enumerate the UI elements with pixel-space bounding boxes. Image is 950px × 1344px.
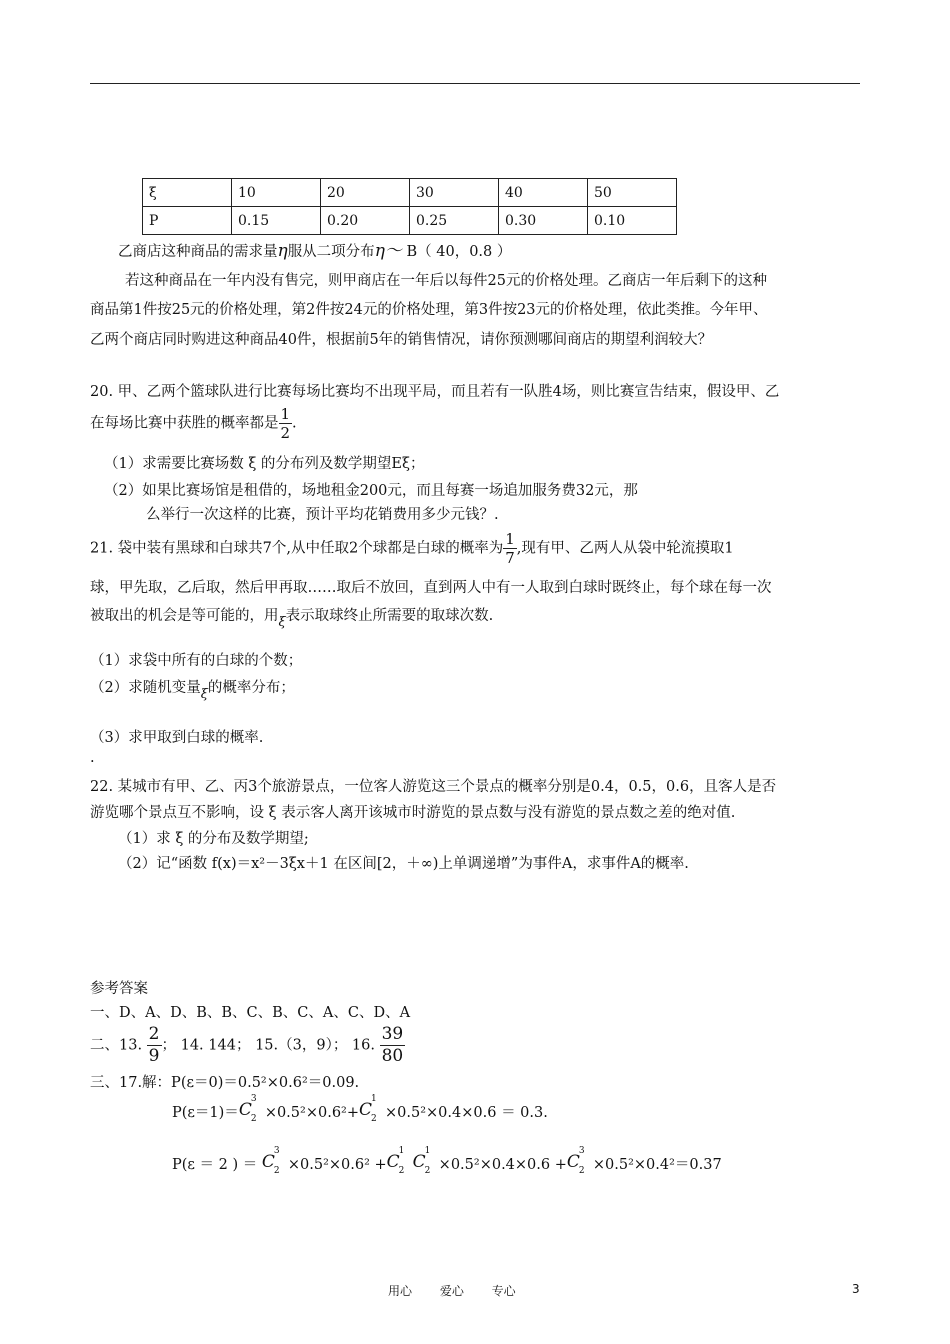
text: C <box>238 1100 252 1120</box>
distribution-table <box>142 178 677 235</box>
text: 服从二项分布 <box>287 244 375 260</box>
question-21-part2 <box>90 676 295 702</box>
xi-symbol: ξ <box>200 687 208 702</box>
fraction <box>147 1024 162 1067</box>
text: P(ε ＝ 2 ) ＝ <box>172 1157 258 1173</box>
text: 乙商店这种商品的需求量 <box>118 244 278 260</box>
question-21-line3 <box>90 604 494 630</box>
answer-p1-line <box>172 1094 548 1126</box>
text: ×0.5²×0.4²＝0.37 <box>592 1157 722 1173</box>
text: 2 <box>371 1114 377 1124</box>
text: C <box>412 1152 426 1172</box>
table-cell: 40 <box>499 179 588 207</box>
combination <box>412 1146 439 1178</box>
text: 1 <box>398 1146 405 1156</box>
fraction-denominator: 2 <box>280 424 291 442</box>
eta-symbol: η <box>277 241 288 261</box>
question-22-part1: （1）求 ξ 的分布及数学期望; <box>118 831 309 847</box>
question-20-part1: （1）求需要比赛场数 ξ 的分布列及数学期望Eξ； <box>104 456 425 472</box>
text: 二、13. <box>90 1037 143 1054</box>
text: 1 <box>371 1094 377 1104</box>
table-cell: 0.10 <box>588 207 677 235</box>
text: C <box>386 1152 400 1172</box>
combination <box>261 1146 288 1178</box>
paragraph-line: 若这种商品在一年内没有售完，则甲商店在一年后以每件25元的价格处理。乙商店一年后剩下的这种 <box>125 273 767 289</box>
text: P(ε＝1)＝ <box>172 1105 239 1121</box>
text: ,现有甲、乙两人从袋中轮流摸取1 <box>516 540 734 557</box>
question-20-part2: （2）如果比赛场馆是租借的，场地租金200元，而且每赛一场追加服务费32元，那 <box>104 483 638 499</box>
text: C <box>566 1152 580 1172</box>
text: 2 <box>578 1166 585 1176</box>
table-cell: 50 <box>588 179 677 207</box>
table-cell: 0.20 <box>321 207 410 235</box>
fraction-denominator: 7 <box>505 549 515 567</box>
text: 2 <box>398 1166 405 1176</box>
fraction-denominator: 9 <box>148 1046 160 1066</box>
table-cell: ξ <box>143 179 232 207</box>
text: 2 <box>273 1166 280 1176</box>
answers-section-2 <box>90 1024 405 1067</box>
table-cell: 30 <box>410 179 499 207</box>
fraction-numerator: 1 <box>505 530 515 548</box>
answers-section-1: 一、D、A、D、B、B、C、B、C、A、C、D、A <box>90 1005 411 1021</box>
table-cell: P <box>143 207 232 235</box>
text: ×0.5²×0.4×0.6 + <box>438 1157 567 1173</box>
xi-symbol: ξ <box>278 615 286 630</box>
question-21-part1: （1）求袋中所有的白球的个数； <box>90 653 303 669</box>
text: 2 <box>250 1114 257 1124</box>
table-cell: 10 <box>232 179 321 207</box>
question-21-part3: （3）求甲取到白球的概率. <box>90 730 264 746</box>
table-cell: 0.15 <box>232 207 321 235</box>
combination <box>566 1146 593 1178</box>
text: 1 <box>424 1146 431 1156</box>
text: （2）求随机变量 <box>90 680 201 696</box>
fraction-denominator: 80 <box>381 1046 404 1066</box>
question-21-line1 <box>90 530 734 567</box>
answer-p2-line <box>172 1146 722 1178</box>
question-20-line1: 20. 甲、乙两个篮球队进行比赛每场比赛均不出现平局，而且若有一队胜4场，则比赛宣告结束，假设甲、乙 <box>90 384 780 400</box>
text: ×0.5²×0.6²+ <box>264 1105 360 1121</box>
text: 3 <box>578 1146 585 1156</box>
fraction <box>279 405 293 442</box>
page-number: 3 <box>852 1282 860 1296</box>
text: 2 <box>424 1166 431 1176</box>
question-20-line2 <box>90 405 297 442</box>
table-cell: 20 <box>321 179 410 207</box>
text: C <box>359 1100 373 1120</box>
text: 的概率分布； <box>207 680 295 696</box>
text: 表示取球终止所需要的取球次数. <box>285 608 494 624</box>
answers-title: 参考答案 <box>90 981 148 997</box>
text: 被取出的机会是等可能的，用 <box>90 608 279 624</box>
text: 3 <box>250 1094 257 1104</box>
text: C <box>261 1152 275 1172</box>
table-row-header <box>143 179 677 207</box>
answers-section-3: 三、17.解：P(ε＝0)＝0.5²×0.6²＝0.09. <box>90 1075 360 1091</box>
text: ； 14. 144； 15.（3，9）； 16. <box>161 1037 375 1054</box>
footer-slogan: 用心 爱心 专心 <box>388 1284 516 1298</box>
paragraph-line: 乙两个商店同时购进这种商品40件，根据前5年的销售情况，请你预测哪间商店的期望利润较大？ <box>90 332 713 348</box>
question-20-part2-cont: 么举行一次这样的比赛，预计平均花销费用多少元钱？. <box>146 507 499 523</box>
question-22-line2: 游览哪个景点互不影响，设 ξ 表示客人离开该城市时游览的景点数与没有游览的景点数之差的绝对值. <box>90 805 736 821</box>
text: 在每场比赛中获胜的概率都是 <box>90 415 279 432</box>
text: ×0.5²×0.4×0.6 ＝ 0.3. <box>385 1105 548 1121</box>
combination <box>359 1094 385 1126</box>
header-rule <box>90 83 860 84</box>
table-cell: 0.30 <box>499 207 588 235</box>
fraction-numerator: 2 <box>148 1024 160 1044</box>
text: B（ 40，0.8 ） <box>406 244 512 260</box>
fraction <box>503 530 517 567</box>
text: 21. 袋中装有黑球和白球共7个,从中任取2个球都是白球的概率为 <box>90 540 504 557</box>
text: 3 <box>273 1146 280 1156</box>
fraction <box>380 1024 406 1067</box>
table-row-probability <box>143 207 677 235</box>
paragraph-line: 商品第1件按25元的价格处理，第2件按24元的价格处理，第3件按23元的价格处理，依此类推。今年甲、 <box>90 302 768 318</box>
eta-symbol: η～ <box>374 241 402 261</box>
fraction-numerator: 1 <box>280 405 291 423</box>
stray-dot: . <box>90 750 95 766</box>
text: ×0.5²×0.6² + <box>287 1157 387 1173</box>
question-22-part2: （2）记“函数 f(x)＝x²－3ξx＋1 在区间[2，＋∞)上单调递增”为事件A，求事件A的概率. <box>118 856 689 872</box>
fraction-numerator: 39 <box>381 1024 404 1044</box>
text: . <box>292 415 297 432</box>
question-22-line1: 22. 某城市有甲、乙、丙3个旅游景点，一位客人游览这三个景点的概率分别是0.4，0.5，0.6，且客人是否 <box>90 779 777 795</box>
combination <box>238 1094 265 1126</box>
table-cell: 0.25 <box>410 207 499 235</box>
combination <box>386 1146 413 1178</box>
paragraph-line <box>118 236 511 261</box>
question-21-line2: 球，甲先取，乙后取，然后甲再取……取后不放回，直到两人中有一人取到白球时既终止，每个球在每一次 <box>90 580 772 596</box>
